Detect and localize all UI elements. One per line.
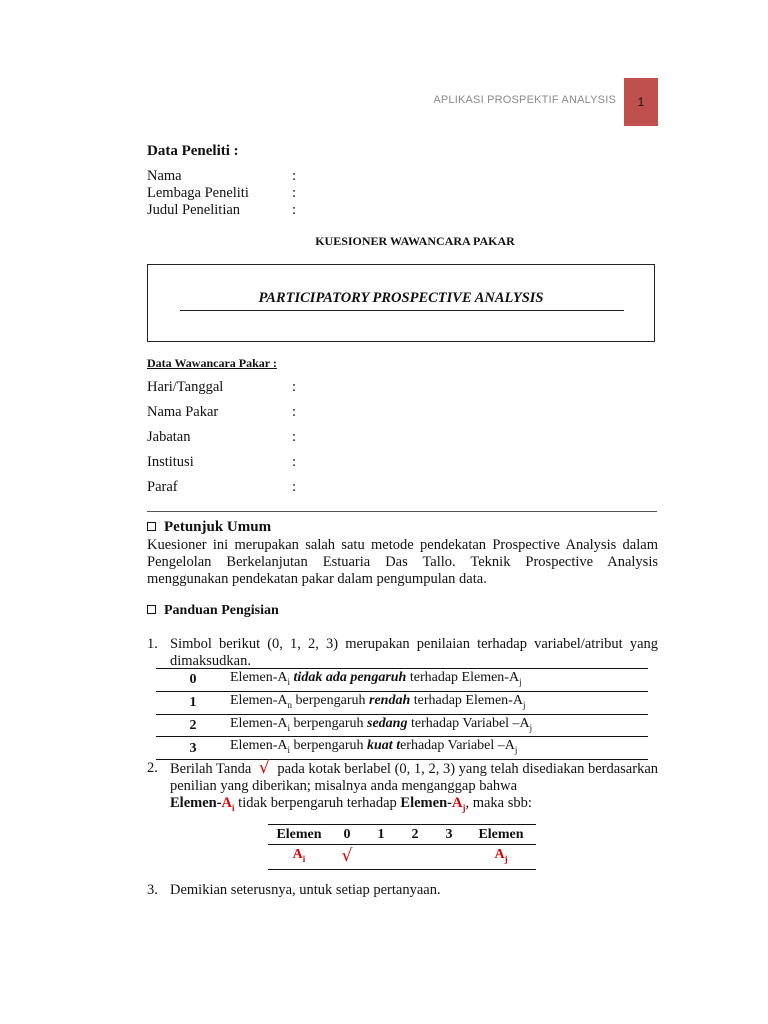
interview-field-colon: : xyxy=(292,379,297,395)
list-item-text: Berilah Tanda √ pada kotak berlabel (0, 1, 2, 3) yang telah disediakan berdasarkan penilian yang diberikan; misalnya anda menganggap bahwa Elemen-$A_i$ tidak berpengaruh terhadap Elemen-$A_j$, maka sbb: xyxy=(170,758,659,813)
interview-field-label: Paraf xyxy=(147,479,178,495)
general-paragraph: Kuesioner ini merupakan salah satu metode pendekatan Prospective Analysis dalam Pengelolan Berkelanjutan Estuaria Das Tallo. Teknik Prospective Analysis menggunakan pendekatan pakar dalam pengumpulan data. xyxy=(147,537,658,587)
researcher-field-colon: : xyxy=(292,185,297,201)
table-header-cell: 0 xyxy=(330,825,364,845)
list-number: 2. xyxy=(147,760,158,776)
general-title-text: Petunjuk Umum xyxy=(164,519,272,535)
researcher-field-label: Judul Penelitian xyxy=(147,202,241,218)
table-row xyxy=(156,691,648,714)
table-header-cell: Elemen xyxy=(268,825,330,845)
table-row xyxy=(156,737,648,760)
questionnaire-title: KUESIONER WAWANCARA PAKAR xyxy=(315,234,515,248)
symbol-description: Elemen-$A_i$ berpengaruh kuat terhadap Variabel $-A_j$ xyxy=(230,737,648,760)
interview-section-title: Data Wawancara Pakar : xyxy=(147,356,277,370)
title-box xyxy=(147,264,655,342)
list-number: 1. xyxy=(147,636,158,652)
researcher-section-title: Data Peneliti : xyxy=(147,143,239,159)
table-header-row xyxy=(268,825,536,845)
researcher-field-label: Nama xyxy=(147,168,182,184)
table-header-cell: Elemen xyxy=(466,825,536,845)
list-number: 3. xyxy=(147,882,158,898)
table-header-cell: 3 xyxy=(432,825,466,845)
table-cell xyxy=(398,845,432,870)
table-row xyxy=(268,845,536,870)
interview-field-label: Hari/Tanggal xyxy=(147,379,224,395)
symbol-description: Elemen-$A_i$ tidak ada pengaruh terhadap Elemen-$A_j$ xyxy=(230,669,648,692)
list-item-text: Demikian seterusnya, untuk setiap pertanyaan. xyxy=(170,882,441,898)
symbol-value: 3 xyxy=(156,737,230,760)
table-header-cell: 1 xyxy=(364,825,398,845)
table-row xyxy=(156,669,648,692)
table-header-cell: 2 xyxy=(398,825,432,845)
general-section-title xyxy=(147,519,271,536)
checkbox-bullet-icon xyxy=(147,522,156,531)
interview-field-colon: : xyxy=(292,429,297,445)
interview-field-label: Institusi xyxy=(147,454,194,470)
table-cell xyxy=(364,845,398,870)
box-title: PARTICIPATORY PROSPECTIVE ANALYSIS xyxy=(258,290,544,306)
table-cell: $A_i$ xyxy=(268,845,330,870)
symbol-description: Elemen-$A_i$ berpengaruh sedang terhadap Variabel $-A_j$ xyxy=(230,714,648,737)
symbol-table xyxy=(156,668,648,760)
interview-field-label: Jabatan xyxy=(147,429,191,445)
guide-section-title xyxy=(147,603,279,619)
interview-field-label: Nama Pakar xyxy=(147,404,219,420)
table-cell: $A_j$ xyxy=(466,845,536,870)
checkmark-icon: √ xyxy=(258,758,270,778)
example-table xyxy=(268,824,536,870)
checkbox-bullet-icon xyxy=(147,605,156,614)
guide-title-text: Panduan Pengisian xyxy=(164,603,279,618)
symbol-value: 0 xyxy=(156,669,230,692)
interview-field-colon: : xyxy=(292,479,297,495)
symbol-value: 2 xyxy=(156,714,230,737)
interview-field-colon: : xyxy=(292,454,297,470)
table-cell xyxy=(432,845,466,870)
researcher-field-colon: : xyxy=(292,168,297,184)
header-title: APLIKASI PROSPEKTIF ANALYSIS xyxy=(433,94,616,106)
table-row xyxy=(156,714,648,737)
symbol-description: Elemen-$A_n$ berpengaruh rendah terhadap Elemen-$A_j$ xyxy=(230,691,648,714)
researcher-field-label: Lembaga Peneliti xyxy=(147,185,249,201)
interview-field-colon: : xyxy=(292,404,297,420)
page-number-badge: 1 xyxy=(624,78,658,126)
title-underline xyxy=(180,310,624,311)
symbol-value: 1 xyxy=(156,691,230,714)
researcher-field-colon: : xyxy=(292,202,297,218)
list-item-text: Simbol berikut (0, 1, 2, 3) merupakan penilaian terhadap variabel/atribut yang dimaksudkan. xyxy=(170,636,658,669)
checkmark-icon: √ xyxy=(330,845,364,870)
section-divider xyxy=(147,511,657,512)
